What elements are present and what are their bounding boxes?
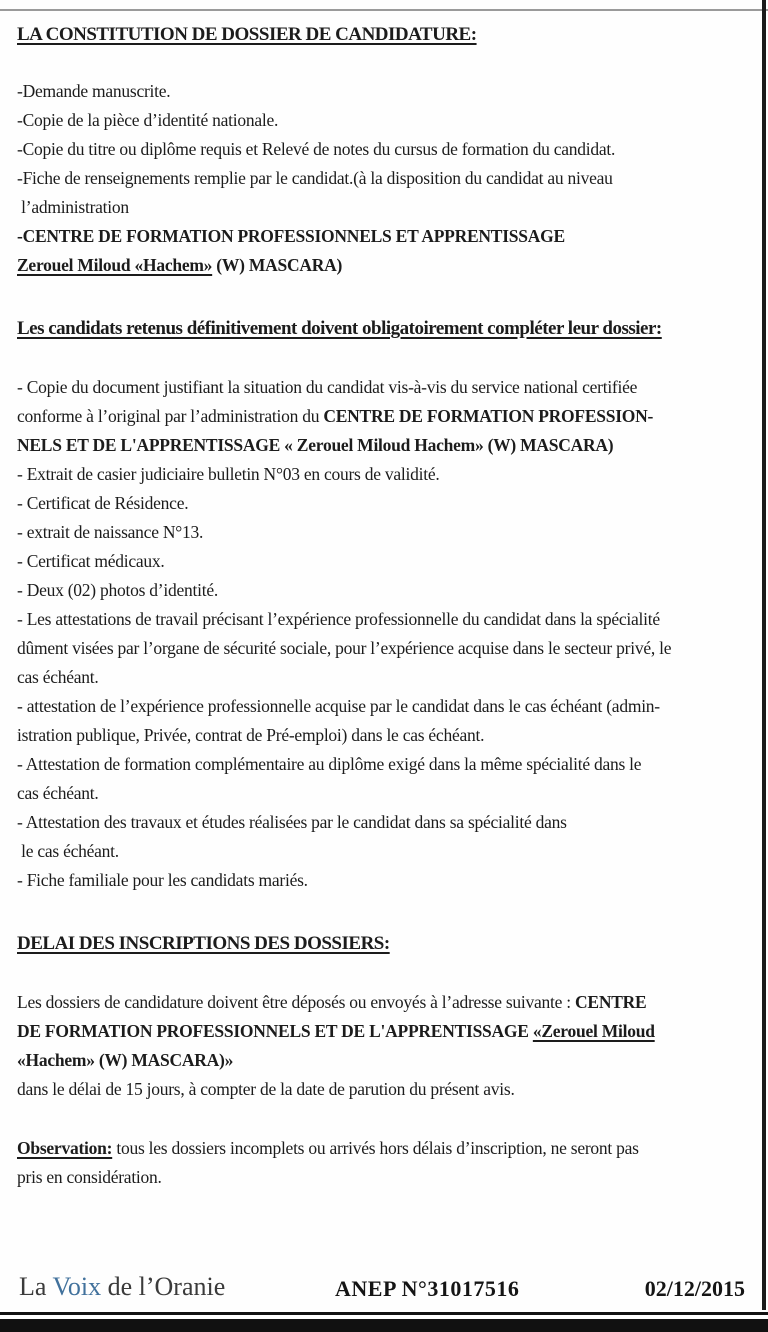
text-line <box>17 837 753 866</box>
text-line <box>17 634 753 663</box>
text-segment: - attestation de l’expérience professionnelle acquise par le candidat dans le cas échéant (admin- <box>17 696 660 716</box>
text-line <box>17 547 753 576</box>
text-segment: Observation: <box>17 1138 113 1158</box>
text-line <box>17 20 753 49</box>
text-segment: cas échéant. <box>17 667 99 687</box>
text-segment: -CENTRE DE FORMATION PROFESSIONNELS ET APPRENTISSAGE <box>17 226 565 246</box>
text-segment: «Hachem» (W) MASCARA)» <box>17 1050 234 1070</box>
text-line <box>17 750 753 779</box>
newspaper-logo <box>19 1272 225 1302</box>
top-border-rule <box>0 9 768 11</box>
text-segment: - Fiche familiale pour les candidats mariés. <box>17 870 308 890</box>
footer-bar <box>17 1266 745 1308</box>
text-line <box>17 1046 753 1075</box>
text-segment: l’administration <box>17 197 129 217</box>
text-line <box>17 929 753 958</box>
text-line <box>17 431 753 460</box>
text-block <box>17 1134 753 1192</box>
anep-number: ANEP N°31017516 <box>335 1276 520 1301</box>
text-segment: - Copie du document justifiant la situation du candidat vis-à-vis du service national certifiée <box>17 377 638 397</box>
text-line <box>17 605 753 634</box>
text-segment: - Certificat de Résidence. <box>17 493 189 513</box>
text-segment: cas échéant. <box>17 783 99 803</box>
text-block <box>17 988 753 1104</box>
text-line <box>17 576 753 605</box>
text-segment: - Certificat médicaux. <box>17 551 165 571</box>
text-line <box>17 164 753 193</box>
text-line <box>17 1134 753 1163</box>
text-segment: CENTRE DE FORMATION PROFESSION- <box>323 406 654 426</box>
text-line <box>17 489 753 518</box>
text-line <box>17 663 753 692</box>
text-line <box>17 222 753 251</box>
text-line <box>17 373 753 402</box>
section-heading <box>17 929 753 958</box>
text-line <box>17 721 753 750</box>
text-line <box>17 692 753 721</box>
text-segment: (W) MASCARA) <box>212 255 343 275</box>
text-segment: DELAI DES INSCRIPTIONS DES DOSSIERS: <box>17 933 390 954</box>
text-block <box>17 77 753 280</box>
text-line <box>17 106 753 135</box>
text-segment: - Les attestations de travail précisant l’expérience professionnelle du candidat dans la spécialité <box>17 609 660 629</box>
text-line <box>17 251 753 280</box>
logo-part-oranie: de l’Oranie <box>101 1272 226 1301</box>
text-segment: le cas échéant. <box>17 841 119 861</box>
text-segment: -Fiche de renseignements remplie par le candidat.(à la disposition du candidat au niveau <box>17 168 613 188</box>
right-border-rule <box>762 0 766 1310</box>
text-line <box>17 135 753 164</box>
text-segment: - Attestation des travaux et études réalisées par le candidat dans sa spécialité dans <box>17 812 567 832</box>
text-segment: -Demande manuscrite. <box>17 81 171 101</box>
text-segment: pris en considération. <box>17 1167 162 1187</box>
text-segment: - Deux (02) photos d’identité. <box>17 580 218 600</box>
publication-date: 02/12/2015 <box>644 1276 745 1301</box>
text-segment: Les candidats retenus définitivement doivent obligatoirement compléter leur dossier: <box>17 318 662 339</box>
section-heading <box>17 314 753 343</box>
logo-part-la: La <box>19 1272 53 1301</box>
text-line <box>17 808 753 837</box>
section-heading <box>17 20 753 49</box>
text-segment: Les dossiers de candidature doivent être déposés ou envoyés à l’adresse suivante : <box>17 992 576 1012</box>
text-segment: - Extrait de casier judiciaire bulletin N°03 en cours de validité. <box>17 464 440 484</box>
text-segment: dans le délai de 15 jours, à compter de la date de parution du présent avis. <box>17 1079 515 1099</box>
text-segment: DE FORMATION PROFESSIONNELS ET DE L'APPRENTISSAGE <box>17 1021 533 1041</box>
text-line <box>17 518 753 547</box>
document-body <box>17 20 753 1192</box>
text-line <box>17 779 753 808</box>
text-line <box>17 193 753 222</box>
text-segment: LA CONSTITUTION DE DOSSIER DE CANDIDATURE: <box>17 24 477 45</box>
text-line <box>17 77 753 106</box>
text-segment: dûment visées par l’organe de sécurité sociale, pour l’expérience acquise dans le secteur privé, le <box>17 638 672 658</box>
text-segment: - extrait de naissance N°13. <box>17 522 204 542</box>
text-line <box>17 314 753 343</box>
text-block <box>17 373 753 895</box>
text-line <box>17 460 753 489</box>
text-segment: conforme à l’original par l’administration du <box>17 406 324 426</box>
text-segment: -Copie de la pièce d’identité nationale. <box>17 110 279 130</box>
text-line <box>17 866 753 895</box>
text-segment: NELS ET DE L'APPRENTISSAGE « Zerouel Miloud Hachem» (W) MASCARA) <box>17 435 614 455</box>
text-line <box>17 1163 753 1192</box>
text-segment: - Attestation de formation complémentaire au diplôme exigé dans la même spécialité dans le <box>17 754 642 774</box>
text-segment: -Copie du titre ou diplôme requis et Relevé de notes du cursus de formation du candidat. <box>17 139 616 159</box>
text-line <box>17 402 753 431</box>
text-segment: istration publique, Privée, contrat de Pré-emploi) dans le cas échéant. <box>17 725 485 745</box>
logo-part-voix: Voix <box>52 1272 102 1301</box>
text-line <box>17 1017 753 1046</box>
bottom-thick-rule <box>0 1319 768 1332</box>
text-segment: Zerouel Miloud «Hachem» <box>17 255 213 275</box>
text-segment: CENTRE <box>575 992 647 1012</box>
text-segment: tous les dossiers incomplets ou arrivés hors délais d’inscription, ne seront pas <box>112 1138 639 1158</box>
bottom-thin-rule <box>0 1312 768 1315</box>
text-line <box>17 1075 753 1104</box>
text-line <box>17 988 753 1017</box>
text-segment: «Zerouel Miloud <box>532 1021 655 1041</box>
